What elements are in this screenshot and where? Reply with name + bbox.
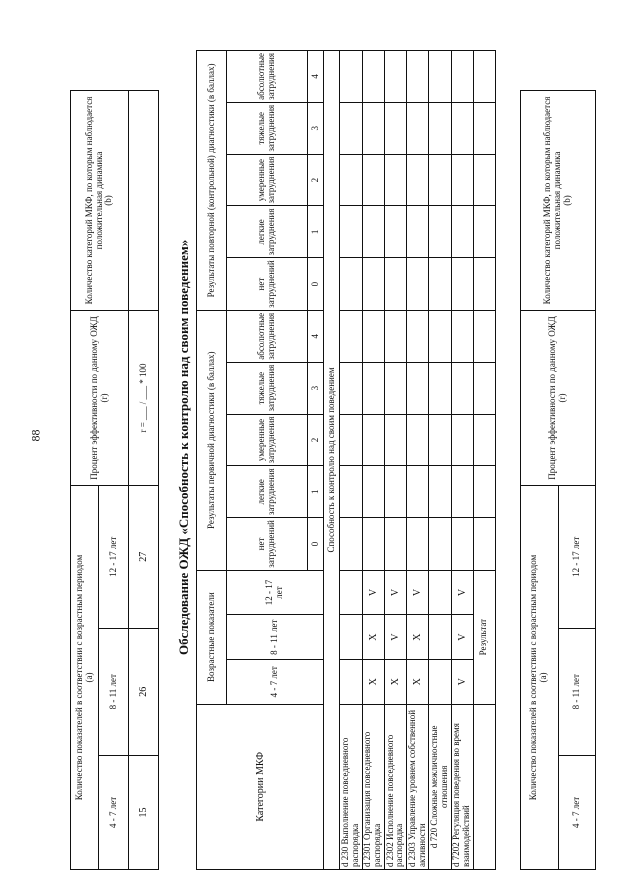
row-code: d 230 Выполнение повседневного распорядка (340, 704, 362, 869)
page-number: 88 (28, 429, 43, 442)
table-row (407, 51, 429, 870)
bottom-summary-table (520, 90, 596, 870)
top-formula: r = ___ / ___ * 100 (129, 311, 159, 486)
repeat-score-4: 4 (308, 51, 324, 103)
h-repeat-level-3: тяжелые затруднения (227, 102, 308, 154)
top-age-1: 8 - 11 лет (99, 628, 129, 755)
table-row (384, 51, 406, 870)
top-col-a-header: Количество показателей в соответствии с возрастным периодом (73, 554, 84, 801)
h-age: Возрастные показатели (197, 570, 227, 704)
row-mark (340, 615, 362, 660)
table-row (340, 51, 362, 870)
repeat-score-3: 3 (308, 102, 324, 154)
table-row (451, 51, 473, 870)
primary-score-3: 3 (308, 362, 324, 414)
row-code: d 2302 Исполнение повседневного распорядка (384, 704, 406, 869)
row-mark (340, 659, 362, 704)
row-mark (429, 659, 451, 704)
row-code: d 720 Сложные межличностные отношения (429, 704, 451, 869)
h-category: Категории МКФ (197, 704, 324, 869)
primary-score-4: 4 (308, 310, 324, 362)
repeat-score-2: 2 (308, 154, 324, 206)
top-col-r-header: Процент эффективности по данному ОЖД (88, 316, 99, 480)
section-title: Обследование ОЖД «Способность к контролю над своим поведением» (176, 239, 191, 655)
row-mark: X (407, 615, 429, 660)
h-repeat-level-4: абсолютные затруднения (227, 51, 308, 103)
row-mark: X (362, 659, 384, 704)
row-mark (429, 570, 451, 615)
h-primary-level-3: тяжелые затруднения (227, 362, 308, 414)
group-label: Способность к контролю над своим поведением (324, 51, 340, 870)
row-mark: X (407, 659, 429, 704)
h-primary-level-2: умеренные затруднения (227, 414, 308, 466)
row-mark: V (451, 570, 473, 615)
row-mark (340, 570, 362, 615)
bottom-col-a-sub: (a) (538, 672, 549, 683)
row-mark: V (384, 615, 406, 660)
h-primary: Результаты первичной диагностики (в баллах) (197, 310, 227, 570)
bottom-col-b-header: Количество категорий МКФ, по которым наблюдается положительная динамика (542, 96, 563, 305)
row-mark: X (362, 615, 384, 660)
top-col-a-sub: (a) (83, 672, 94, 683)
top-age-2: 12 - 17 лет (99, 486, 129, 629)
h-age-2: 12 - 17 лет (227, 570, 324, 615)
h-repeat-level-0: нет затруднений (227, 258, 308, 311)
top-value-1: 26 (129, 628, 159, 755)
h-primary-level-1: легкие затруднения (227, 466, 308, 518)
top-value-0: 15 (129, 755, 159, 869)
bottom-col-a-header: Количество показателей в соответствии с возрастным периодом (528, 554, 539, 801)
h-repeat: Результаты повторной (контрольной) диагностики (в баллах) (197, 51, 227, 311)
h-repeat-level-2: умеренные затруднения (227, 154, 308, 206)
table-row (429, 51, 451, 870)
h-primary-level-0: нет затруднений (227, 518, 308, 571)
row-mark: V (451, 615, 473, 660)
primary-score-2: 2 (308, 414, 324, 466)
top-col-b-sub: (b) (103, 195, 114, 206)
top-age-0: 4 - 7 лет (99, 755, 129, 869)
row-mark: V (362, 570, 384, 615)
repeat-score-0: 0 (308, 258, 324, 311)
top-col-r-sub: (r) (98, 393, 109, 403)
bottom-age-2: 12 - 17 лет (558, 486, 596, 629)
row-mark: X (384, 659, 406, 704)
h-primary-level-4: абсолютные затруднения (227, 310, 308, 362)
row-mark: V (451, 659, 473, 704)
top-summary-table (70, 90, 159, 870)
row-code: d 2303 Управление уровнем собственной активности (407, 704, 429, 869)
row-mark: V (407, 570, 429, 615)
top-col-b-header: Количество категорий МКФ, по которым наблюдается положительная динамика (83, 96, 104, 305)
bottom-col-r-sub: (r) (557, 393, 567, 403)
primary-score-0: 0 (308, 518, 324, 571)
h-age-1: 8 - 11 лет (227, 615, 324, 660)
row-mark: V (384, 570, 406, 615)
bottom-col-b-sub: (b) (561, 195, 572, 206)
row-mark (429, 615, 451, 660)
table-row (362, 51, 384, 870)
h-repeat-level-1: легкие затруднения (227, 206, 308, 258)
top-value-2: 27 (129, 486, 159, 629)
repeat-score-1: 1 (308, 206, 324, 258)
h-age-0: 4 - 7 лет (227, 659, 324, 704)
primary-score-1: 1 (308, 466, 324, 518)
row-code: d 2301 Организация повседневного распорядка (362, 704, 384, 869)
result-label: Результат (473, 570, 495, 704)
main-assessment-table (196, 50, 496, 870)
bottom-age-0: 4 - 7 лет (558, 755, 596, 869)
bottom-col-r-header: Процент эффективности по данному ОЖД (547, 316, 558, 480)
bottom-age-1: 8 - 11 лет (558, 628, 596, 755)
row-code: d 7202 Регуляция поведения во время взаимодействий (451, 704, 473, 869)
